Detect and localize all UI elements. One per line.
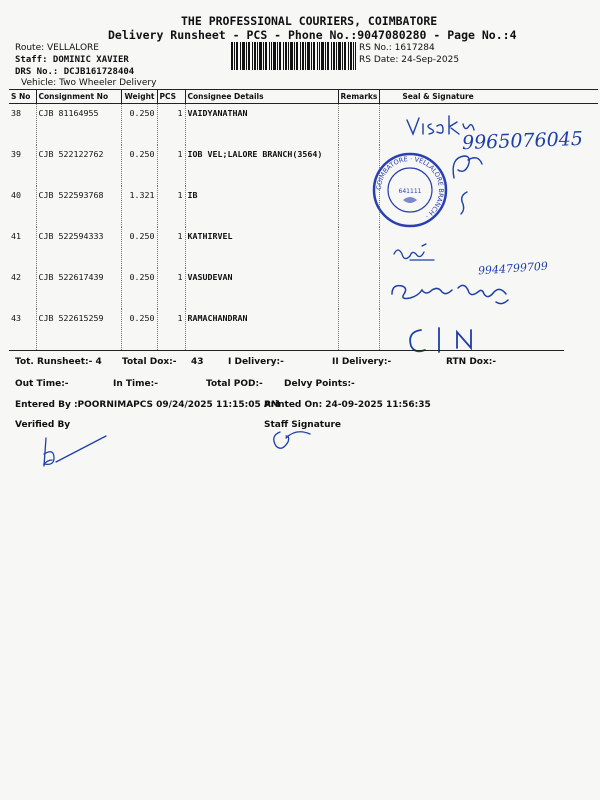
signature-row41 (390, 240, 440, 266)
staff-signature-label: Staff Signature (264, 420, 342, 430)
printed-on: Printed On: 24-09-2025 11:56:35 (264, 400, 431, 410)
handwritten-phone-row38: 9965076045 (461, 127, 584, 155)
out-time: Out Time:- (15, 379, 69, 389)
staff-signature (266, 424, 316, 454)
cell-pcs: 1 (157, 145, 185, 186)
cell-weight: 1.321 (121, 186, 157, 227)
entered-by: Entered By :POORNIMAPCS 09/24/2025 11:15:05 AM (15, 400, 280, 410)
cell-consignee: KATHIRVEL (185, 227, 338, 268)
cell-remarks (338, 104, 380, 145)
cell-consignment: CJB 522122762 (36, 145, 121, 186)
rs-date: RS Date: 24-Sep-2025 (359, 55, 460, 65)
table-header-row (9, 90, 598, 104)
barcode (231, 42, 356, 70)
rtn-dox: RTN Dox:- (446, 357, 497, 367)
col-consignee: Consignee Details (185, 90, 338, 104)
cell-pcs: 1 (157, 186, 185, 227)
drs-label: DRS No.: DCJB161728404 (15, 67, 135, 77)
cell-consignee: IB (185, 186, 338, 227)
vehicle-label: Vehicle: Two Wheeler Delivery (21, 78, 157, 88)
cell-weight: 0.250 (121, 145, 157, 186)
cell-remarks (338, 268, 380, 309)
cell-sno: 39 (11, 148, 21, 159)
branch-seal-stamp (370, 150, 450, 230)
verifier-signature (36, 432, 116, 472)
cell-pcs: 1 (157, 309, 185, 350)
cell-weight: 0.250 (121, 227, 157, 268)
signature-row43 (405, 322, 485, 358)
total-dox-label: Total Dox:- (122, 357, 177, 367)
svg-text:COIMBATORE · VELLALORE BRANCH: COIMBATORE · VELLALORE BRANCH · (374, 154, 446, 220)
cell-consignee: RAMACHANDRAN (185, 309, 338, 350)
col-remarks: Remarks (338, 90, 380, 104)
cell-sno: 40 (11, 189, 21, 200)
cell-remarks (338, 227, 380, 268)
total-dox-value: 43 (191, 357, 204, 367)
col-pcs: PCS (157, 90, 185, 104)
table-row (9, 186, 598, 227)
handwritten-phone-row42: 9944799709 (477, 259, 549, 278)
cell-weight: 0.250 (121, 268, 157, 309)
cell-sno: 41 (11, 230, 21, 241)
verified-by-label: Verified By (15, 420, 71, 430)
delvy-points: Delvy Points:- (284, 379, 355, 389)
cell-weight: 0.250 (121, 309, 157, 350)
signature-row40 (455, 190, 475, 216)
cell-consignment: CJB 522593768 (36, 186, 121, 227)
cell-remarks (338, 309, 380, 350)
cell-sno: 38 (11, 108, 21, 118)
signature-row39 (448, 148, 488, 182)
signature-row42 (388, 276, 528, 310)
col-sno: S No (9, 90, 36, 104)
route-label: Route: VELLALORE (15, 43, 99, 53)
cell-pcs: 1 (157, 227, 185, 268)
runsheet-subtitle: Delivery Runsheet - PCS - Phone No.:9047080280 - Page No.:4 (108, 28, 517, 42)
cell-consignee: VAIDYANATHAN (185, 104, 338, 145)
company-title: THE PROFESSIONAL COURIERS, COIMBATORE (181, 14, 438, 28)
svg-text:641111: 641111 (398, 188, 422, 195)
rs-number: RS No.: 1617284 (359, 43, 435, 53)
col-weight: Weight (121, 90, 157, 104)
cell-sno: 43 (11, 312, 21, 323)
col-signature: Seal & Signature (380, 90, 598, 104)
total-pod: Total POD:- (206, 379, 263, 389)
i-delivery: I Delivery:- (228, 357, 284, 367)
cell-weight: 0.250 (121, 104, 157, 145)
cell-sno: 42 (11, 271, 21, 282)
cell-consignment: CJB 522617439 (36, 268, 121, 309)
runsheet-table (9, 89, 598, 350)
summary-divider (9, 350, 564, 351)
cell-consignment: CJB 81164955 (36, 104, 121, 145)
ii-delivery: II Delivery:- (332, 357, 392, 367)
cell-pcs: 1 (157, 268, 185, 309)
cell-consignment: CJB 522615259 (36, 309, 121, 350)
table-row (9, 309, 598, 350)
cell-consignee: IOB VEL;LALORE BRANCH(3564) (185, 145, 338, 186)
cell-consignee: VASUDEVAN (185, 268, 338, 309)
col-consignment: Consignment No (36, 90, 121, 104)
cell-pcs: 1 (157, 104, 185, 145)
cell-consignment: CJB 522594333 (36, 227, 121, 268)
total-runsheet: Tot. Runsheet:- 4 (15, 357, 102, 367)
staff-label: Staff: DOMINIC XAVIER (15, 55, 129, 65)
in-time: In Time:- (113, 379, 158, 389)
